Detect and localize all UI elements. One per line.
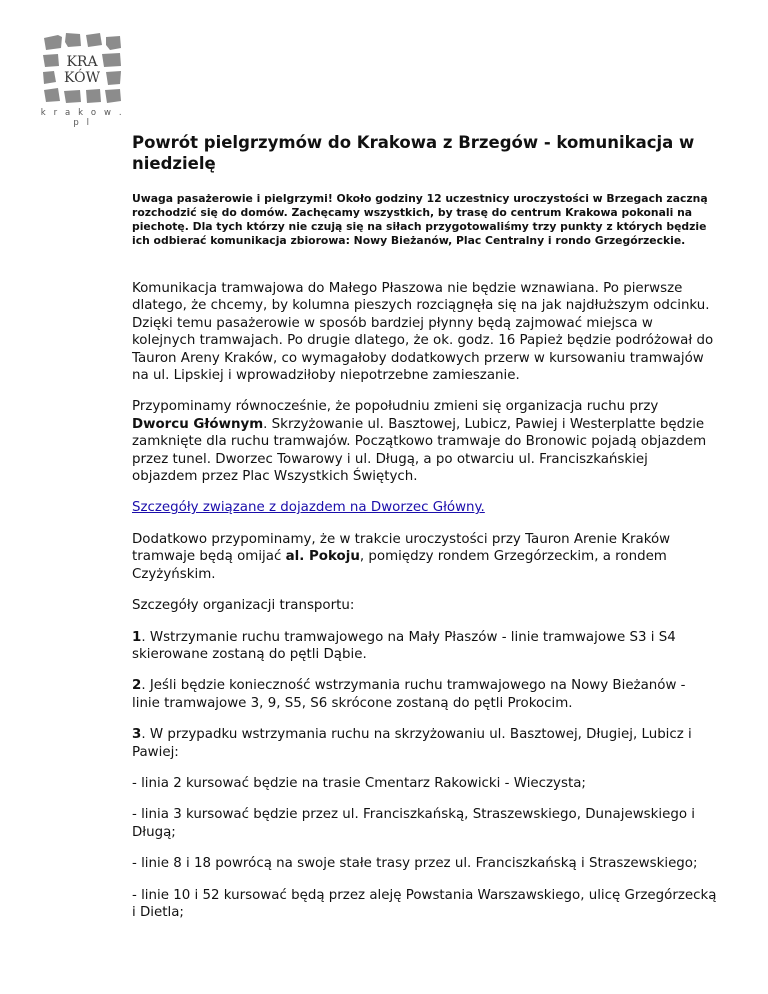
article-lead: Uwaga pasażerowie i pielgrzymi! Około godziny 12 uczestnicy uroczystości w Brzegach zaczną rozchodzić się do domów. Zachęcamy wszystkich, by trasę do centrum Krakowa pokonali na piechotę. Dla tych którzy nie czują się na siłach przygotowaliśmy trzy punkty z których będzie ich odbierać komunikacja zbiorowa: Nowy Bieżanów, Plac Centralny i rondo Grzegórzeckie. xyxy=(132,192,708,247)
paragraph-text: , pomiędzy rondem Grzegórzeckim, a rondem Czyżyńskim. xyxy=(132,549,667,582)
link-paragraph xyxy=(132,499,717,516)
numbered-item xyxy=(132,677,717,712)
paragraph-text: . Skrzyżowanie ul. Basztowej, Lubicz, Pawiej i Westerplatte będzie zamknięte dla ruchu tramwajów. Początkowo tramwaje do Bronowic pojadą objazdem przez tunel. Dworzec Towarowy i ul. Długą, a po otwarciu ul. Franciszkańskiej objazdem przez Plac Wszystkich Świętych. xyxy=(132,416,707,485)
numbered-item xyxy=(132,726,717,761)
line-route-item: - linie 10 i 52 kursować będą przez aleję Powstania Warszawskiego, ulicę Grzegórzecką i Dietla; xyxy=(132,887,717,920)
logo-mosaic-icon xyxy=(40,30,125,108)
bold-station: Dworcu Głównym xyxy=(132,416,264,432)
svg-text:KÓW: KÓW xyxy=(64,70,100,86)
paragraph-text: Przypominamy równocześnie, że popołudniu zmieni się organizacja ruchu przy xyxy=(132,399,659,415)
item-number: 1 xyxy=(132,629,142,645)
item-text: . Wstrzymanie ruchu tramwajowego na Mały Płaszów - linie tramwajowe S3 i S4 skierowane zostaną do pętli Dąbie. xyxy=(132,629,676,662)
line-route-item: - linie 8 i 18 powrócą na swoje stałe trasy przez ul. Franciszkańską i Straszewskiego; xyxy=(132,856,698,872)
numbered-item xyxy=(132,629,717,664)
krakow-logo[interactable] xyxy=(40,30,125,128)
paragraph-tram-suspension: Komunikacja tramwajowa do Małego Płaszowa nie będzie wznawiana. Po pierwsze dlatego, że chcemy, by kolumna pieszych rozciągnęła się na jak najdłuższym odcinku. Dzięki temu pasażerowie w sposób bardziej płynny będą zajmować miejsca w kolejnych tramwajach. Po drugie dlatego, że ok. godz. 16 Papież będzie podróżował do Tauron Areny Kraków, co wymagałoby dodatkowych przerw w kursowaniu tramwajów na ul. Lipskiej i wprowadziłoby niepotrzebne zamieszanie. xyxy=(132,281,714,384)
paragraph-details-heading: Szczegóły organizacji transportu: xyxy=(132,598,355,614)
line-route-item: - linia 2 kursować będzie na trasie Cmentarz Rakowicki - Wieczysta; xyxy=(132,775,586,791)
paragraph-text: Dodatkowo przypominamy, że w trakcie uroczystości przy Tauron Arenie Kraków tramwaje będą omijać xyxy=(132,531,671,565)
paragraph-pokoju xyxy=(132,531,717,583)
item-number: 2 xyxy=(132,678,142,694)
item-text: . W przypadku wstrzymania ruchu na skrzyżowaniu ul. Basztowej, Długiej, Lubicz i Pawiej: xyxy=(132,727,692,760)
svg-text:KRA: KRA xyxy=(66,54,98,70)
bold-street: al. Pokoju xyxy=(285,549,360,565)
article xyxy=(132,132,717,921)
line-route-item: - linia 3 kursować będzie przez ul. Franciszkańską, Straszewskiego, Dunajewskiego i Długą; xyxy=(132,807,696,840)
item-text: . Jeśli będzie konieczność wstrzymania ruchu tramwajowego na Nowy Bieżanów - linie tramwajowe 3, 9, S5, S6 skrócone zostaną do pętli Prokocim. xyxy=(132,678,686,711)
logo-caption: k r a k o w . p l xyxy=(40,108,125,128)
item-number: 3 xyxy=(132,727,142,743)
article-title: Powrót pielgrzymów do Krakowa z Brzegów - komunikacja w niedzielę xyxy=(132,133,695,173)
station-details-link[interactable]: Szczegóły związane z dojazdem na Dworzec Główny. xyxy=(132,500,485,516)
paragraph-main-station xyxy=(132,398,717,485)
